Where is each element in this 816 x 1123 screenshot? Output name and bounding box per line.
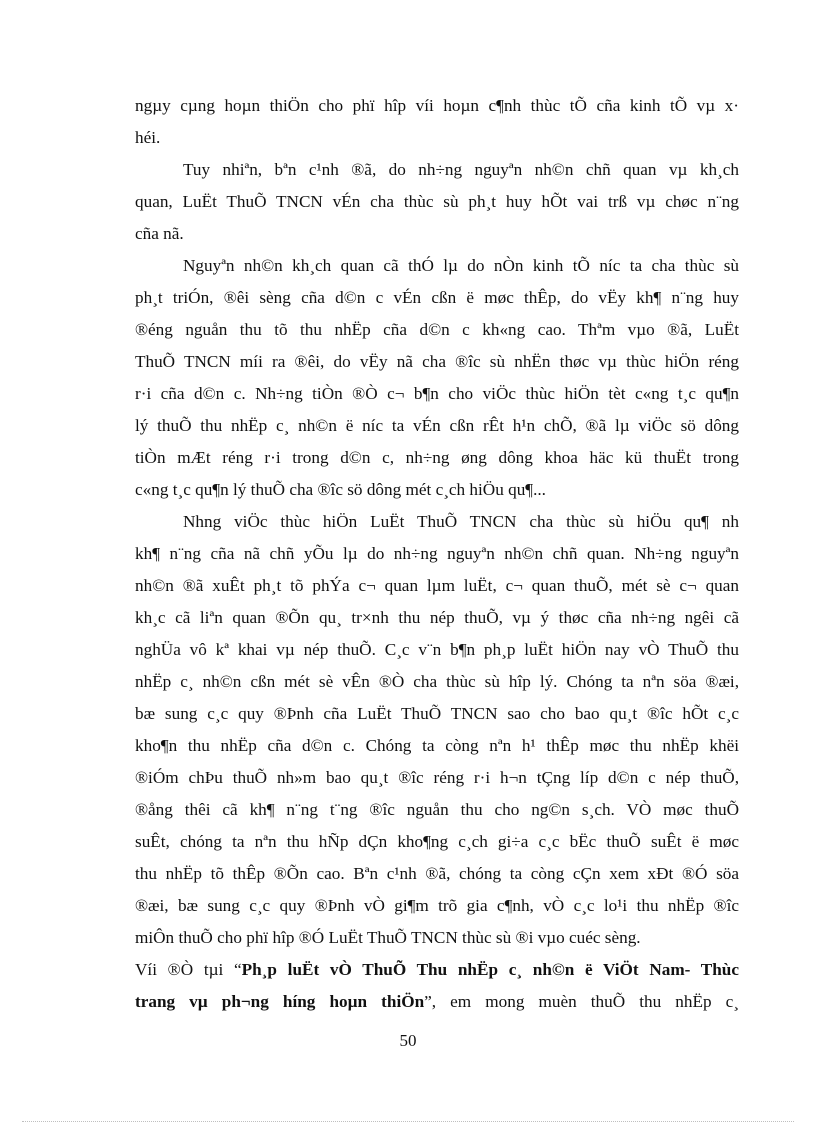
text-line (135, 954, 739, 986)
text-line: thu nhËp tõ thÊp ®Õn cao. Bªn c¹nh ®ã, chóng ta còng cÇn xem xÐt ®Ó söa (135, 864, 739, 883)
text-line: tiÒn mÆt réng r·i trong d©n c, nh÷ng øng dông khoa häc kü thuËt trong (135, 448, 739, 467)
text-line: Tuy nhiªn, bªn c¹nh ®ã, do nh÷ng nguyªn nh©n chñ quan vµ kh¸ch (183, 160, 739, 179)
text-line: r·i cña d©n c. Nh÷ng tiÒn ®Ò c¬ b¶n cho viÖc thùc hiÖn tèt c«ng t¸c qu¶n (135, 384, 739, 403)
text-line: ®æi, bæ sung c¸c quy ®Þnh vÒ gi¶m trõ gia c¶nh, vÒ c¸c lo¹i thu nhËp ®îc (135, 896, 739, 915)
text-line: bæ sung c¸c quy ®Þnh cña LuËt ThuÕ TNCN sao cho bao qu¸t ®îc hÕt c¸c (135, 704, 739, 723)
text-line: ngµy cµng hoµn thiÖn cho phï hîp víi hoµn c¶nh thùc tÕ cña kinh tÕ vµ x· (135, 96, 739, 115)
page-bottom-border (22, 1121, 794, 1122)
text-line: ®ång thêi cã kh¶ n¨ng t¨ng ®îc nguån thu cho ng©n s¸ch. VÒ møc thuÕ (135, 800, 739, 819)
text-line: ThuÕ TNCN míi ra ®êi, do vËy nã cha ®îc sù nhËn thøc vµ thùc hiÖn réng (135, 352, 739, 371)
text-line: ®éng nguån thu tõ thu nhËp cña d©n c kh«ng cao. Thªm vµo ®ã, LuËt (135, 320, 739, 339)
page-number: 50 (399, 1031, 417, 1050)
body-text (135, 90, 739, 1018)
text-line: nhËp c¸ nh©n cßn mét sè vÊn ®Ò cha thùc sù hîp lý. Chóng ta nªn söa ®æi, (135, 672, 739, 691)
text-line: suÊt, chóng ta nªn thu hÑp dÇn kho¶ng c¸ch gi÷a c¸c bËc thuÕ suÊt ë møc (135, 832, 739, 851)
text-line: nghÜa vô kª khai vµ nép thuÕ. C¸c v¨n b¶n ph¸p luËt hiÖn nay vÒ ThuÕ thu (135, 640, 739, 659)
text-run: Víi ®Ò tµi “ (135, 960, 242, 979)
text-line: ph¸t triÓn, ®êi sèng cña d©n c vÉn cßn ë møc thÊp, do vËy kh¶ n¨ng huy (135, 288, 739, 307)
text-line: c«ng t¸c qu¶n lý thuÕ cha ®îc sö dông mét c¸ch hiÖu qu¶... (135, 480, 546, 499)
text-line: lý thuÕ thu nhËp c¸ nh©n ë níc ta vÉn cßn rÊt h¹n chÕ, ®ã lµ viÖc sö dông (135, 416, 739, 435)
text-line: Nguyªn nh©n kh¸ch quan cã thÓ lµ do nÒn kinh tÕ níc ta cha thùc sù (183, 256, 739, 275)
text-line: kho¶n thu nhËp cña d©n c. Chóng ta còng nªn h¹ thÊp møc thu nhËp khëi (135, 736, 739, 755)
text-line: Nhng viÖc thùc hiÖn LuËt ThuÕ TNCN cha thùc sù hiÖu qu¶ nh (183, 512, 739, 531)
text-line: héi. (135, 128, 161, 147)
thesis-title-continued: trang vµ ph¬ng híng hoµn thiÖn (135, 992, 425, 1011)
text-line: miÔn thuÕ cho phï hîp ®Ó LuËt ThuÕ TNCN thùc sù ®i vµo cuéc sèng. (135, 928, 641, 947)
text-line: ®iÓm chÞu thuÕ nh»m bao qu¸t ®îc réng r·i h¬n tÇng líp d©n c nép thuÕ, (135, 768, 739, 787)
text-line: quan, LuËt ThuÕ TNCN vÉn cha thùc sù ph¸t huy hÕt vai trß vµ chøc n¨ng (135, 192, 739, 211)
thesis-title: Ph¸p luËt vÒ ThuÕ Thu nhËp c¸ nh©n ë ViÖt Nam- Thùc (241, 960, 739, 979)
text-line: cña nã. (135, 224, 184, 243)
text-line: kh¶ n¨ng cña nã chñ yÕu lµ do nh÷ng nguyªn nh©n chñ quan. Nh÷ng nguyªn (135, 544, 739, 563)
text-line: kh¸c cã liªn quan ®Õn qu¸ tr×nh thu nép thuÕ, vµ ý thøc cña nh÷ng ngêi cã (135, 608, 739, 627)
text-line: nh©n ®ã xuÊt ph¸t tõ phÝa c¬ quan lµm luËt, c¬ quan thuÕ, mét sè c¬ quan (135, 576, 739, 595)
text-run: ”, em mong muèn thuÕ thu nhËp c¸ (424, 992, 739, 1011)
text-line (135, 986, 739, 1018)
